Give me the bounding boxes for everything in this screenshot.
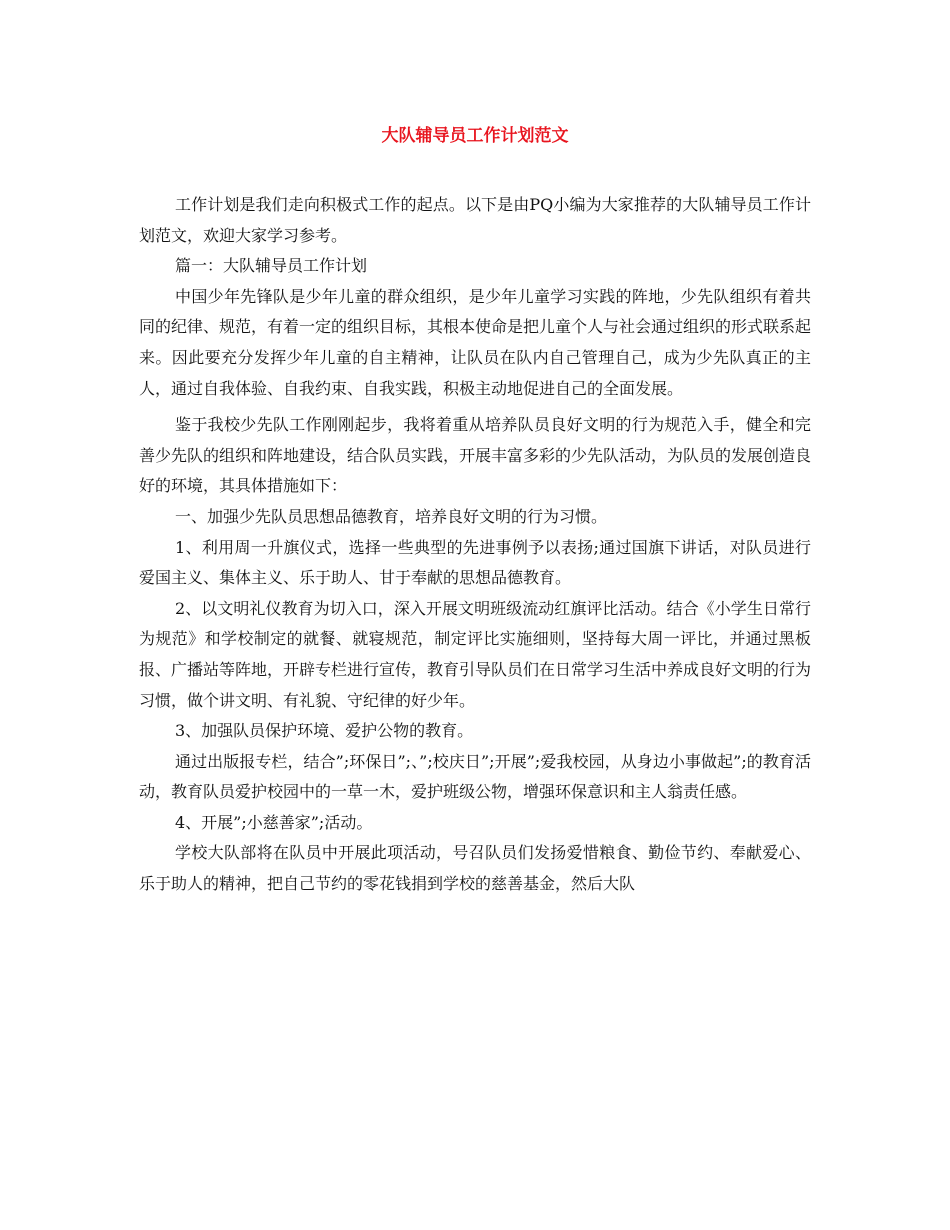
paragraph-item: 1、利用周一升旗仪式，选择一些典型的先进事例予以表扬;通过国旗下讲话，对队员进行爱国主义、集体主义、乐于助人、甘于奉献的思想品德教育。 [139,537,811,588]
paragraph-intro: 工作计划是我们走向积极式工作的起点。以下是由PQ小编为大家推荐的大队辅导员工作计划范文，欢迎大家学习参考。 [139,195,811,245]
paragraph-body: 通过出版报专栏，结合”;环保日”;、”;校庆日”;开展”;爱我校园，从身边小事做起”;的教育活动，教育队员爱护校园中的一草一木，爱护班级公物，增强环保意识和主人翁责任感。 [139,751,811,802]
paragraph-item: 3、加强队员保护环境、爱护公物的教育。 [175,721,474,741]
paragraph-item: 4、开展”;小慈善家”;活动。 [175,812,373,832]
paragraph-item: 2、以文明礼仪教育为切入口，深入开展文明班级流动红旗评比活动。结合《小学生日常行为规范》和学校制定的就餐、就寝规范，制定评比实施细则，坚持每大周一评比，并通过黑板报、广播站等阵地，开辟专栏进行宣传，教育引导队员们在日常学习生活中养成良好文明的行为习惯，做个讲文明、有礼貌、守纪律的好少年。 [139,598,812,710]
document-body [139,190,811,900]
paragraph-section-heading: 篇一：大队辅导员工作计划 [175,256,368,276]
paragraph-body: 学校大队部将在队员中开展此项活动，号召队员们发扬爱惜粮食、勤俭节约、奉献爱心、乐于助人的精神，把自己节约的零花钱捐到学校的慈善基金，然后大队 [139,843,811,894]
paragraph-body: 鉴于我校少先队工作刚刚起步，我将着重从培养队员良好文明的行为规范入手，健全和完善少先队的组织和阵地建设，结合队员实践，开展丰富多彩的少先队活动，为队员的发展创造良好的环境，其具体措施如下： [139,415,812,496]
paragraph-body: 中国少年先锋队是少年儿童的群众组织，是少年儿童学习实践的阵地，少先队组织有着共同的纪律、规范，有着一定的组织目标，其根本使命是把儿童个人与社会通过组织的形式联系起来。因此要充分发挥少年儿童的自主精神，让队员在队内自己管理自己，成为少先队真正的主人，通过自我体验、自我约束、自我实践，积极主动地促进自己的全面发展。 [139,286,812,398]
document-title: 大队辅导员工作计划范文 [381,126,569,146]
paragraph-heading: 一、加强少先队员思想品德教育，培养良好文明的行为习惯。 [175,506,608,526]
